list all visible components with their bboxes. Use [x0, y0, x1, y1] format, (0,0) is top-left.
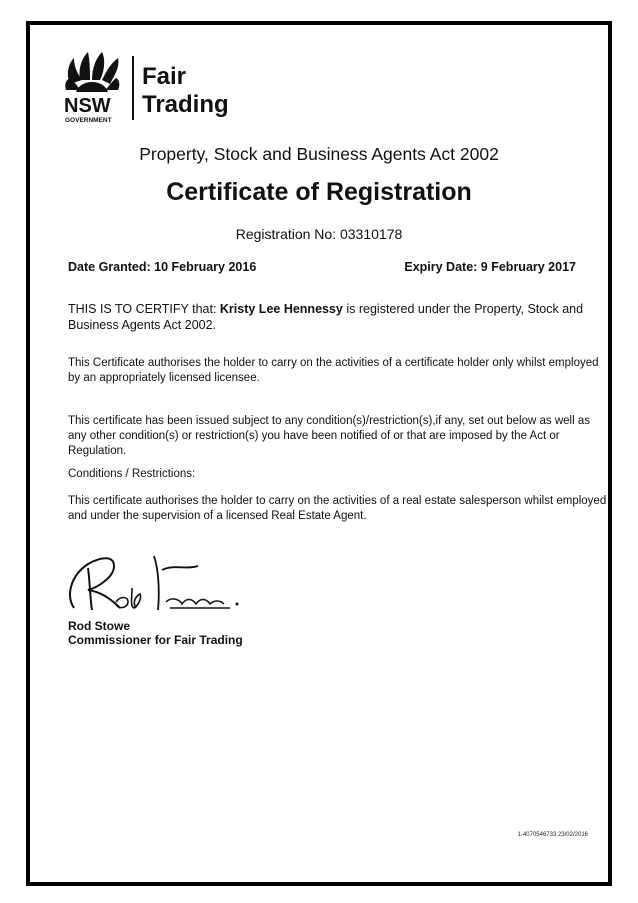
certify-prefix: THIS IS TO CERTIFY that:	[68, 302, 220, 316]
registration-number: Registration No: 03310178	[235, 226, 403, 242]
document-reference-code: 1-4070546733 23/02/2016	[517, 832, 588, 838]
trading-text: Trading	[142, 91, 229, 118]
signature-image	[62, 548, 252, 618]
conditions-notice-paragraph: This certificate has been issued subject to any condition(s)/restriction(s),if any, set out below as well as any other condition(s) or restriction(s) you have been notified of or that are imposed by the Act or Regulation.	[68, 415, 590, 457]
fair-text: Fair	[142, 63, 187, 90]
signer-name: Rod Stowe	[68, 619, 130, 633]
expiry-date: Expiry Date: 9 February 2017	[404, 260, 576, 274]
nsw-text: NSW	[64, 95, 111, 117]
conditions-text: This certificate authorises the holder to carry on the activities of a real estate salesperson whilst employed and under the supervision of a licensed Real Estate Agent.	[68, 495, 607, 522]
certify-statement	[68, 301, 608, 333]
date-granted: Date Granted: 10 February 2016	[68, 260, 257, 274]
certify-suffix: is registered under the Property, Stock and Business Agents Act 2002.	[68, 302, 584, 332]
act-heading: Property, Stock and Business Agents Act 2002	[139, 144, 499, 164]
certificate-title: Certificate of Registration	[166, 178, 472, 206]
signer-role: Commissioner for Fair Trading	[68, 633, 243, 647]
authorisation-paragraph: This Certificate authorises the holder to carry on the activities of a certificate holder only whilst employed by an appropriately licensed licensee.	[68, 357, 599, 384]
conditions-label: Conditions / Restrictions:	[68, 468, 196, 480]
holder-name: Kristy Lee Hennessy	[219, 302, 343, 316]
nsw-fair-trading-logo	[62, 50, 242, 126]
logo-divider	[132, 56, 134, 120]
government-text: GOVERNMENT	[65, 117, 112, 124]
waratah-icon	[65, 52, 119, 92]
